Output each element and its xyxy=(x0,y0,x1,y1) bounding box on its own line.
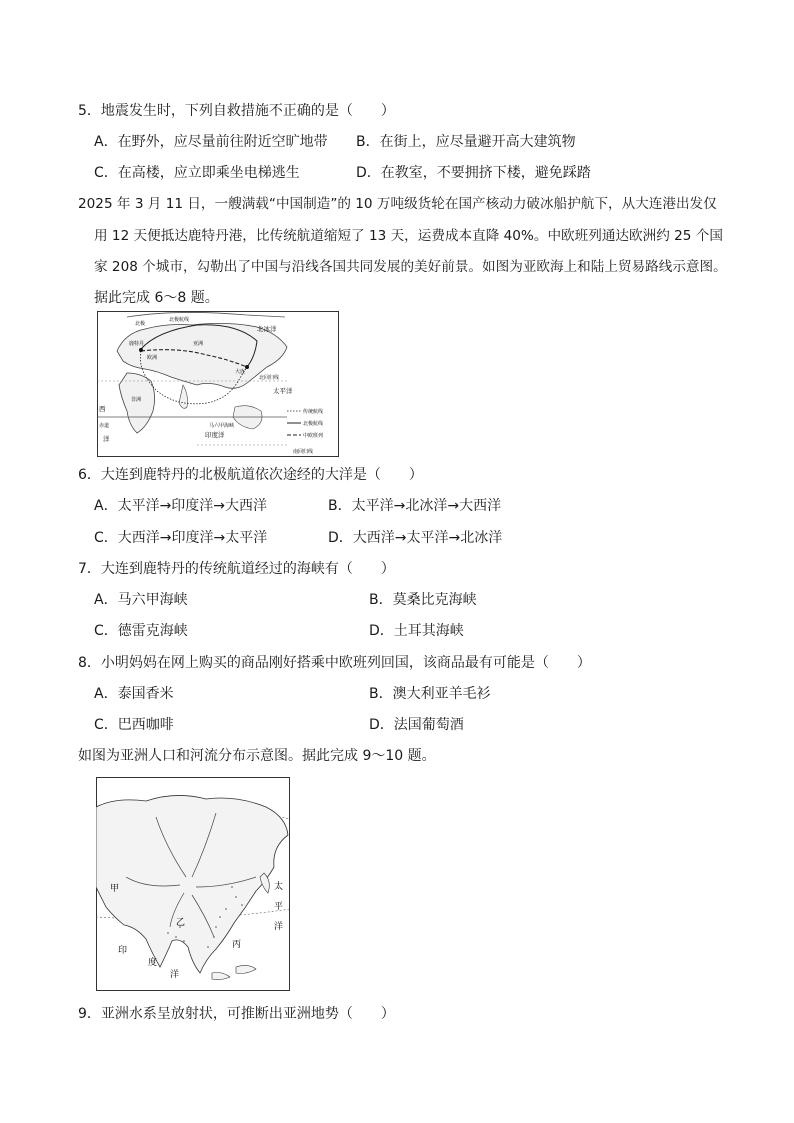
map1-malacca-label: 马六甲海峡 xyxy=(209,423,235,429)
passage1-line-2: 用 12 天便抵达鹿特丹港，比传统航道缩短了 13 天，运费成本直降 40%。中欧班列通达欧洲约 25 个国 xyxy=(94,228,723,244)
map2-label-yin: 印 xyxy=(118,946,128,956)
map2-label-yang: 洋 xyxy=(170,970,180,980)
passage1-line-4: 据此完成 6～8 题。 xyxy=(94,290,219,306)
map1-tropic-cancer-label: 北回归线 xyxy=(259,375,280,381)
map1-rotterdam-label: 鹿特丹 xyxy=(129,341,145,347)
q6-option-a: A．太平洋→印度洋→大西洋 xyxy=(94,498,268,514)
map1-dalian-label: 大连 xyxy=(235,369,246,375)
q6-stem: 6．大连到鹿特丹的北极航道依次途经的大洋是（ ） xyxy=(78,467,423,483)
map2-label-jia: 甲 xyxy=(110,884,120,894)
map1-legend-traditional: 传统航线 xyxy=(303,409,324,415)
q8-option-d: D．法国葡萄酒 xyxy=(369,717,464,733)
map2-label-yang2: 洋 xyxy=(274,922,284,932)
q6-option-b: B．太平洋→北冰洋→大西洋 xyxy=(328,498,502,514)
map1-asia-label: 亚洲 xyxy=(193,341,204,347)
q7-option-a: A．马六甲海峡 xyxy=(94,592,188,608)
map1-ocean-label: 洋 xyxy=(103,435,110,443)
map1-equator-label: 赤道 xyxy=(99,423,110,429)
q6-option-c: C．大西洋→印度洋→太平洋 xyxy=(94,530,268,546)
map2-label-du: 度 xyxy=(148,958,158,968)
q8-option-b: B．澳大利亚羊毛衫 xyxy=(369,686,491,702)
map1-west-label: 西 xyxy=(99,405,106,413)
q8-option-a: A．泰国香米 xyxy=(94,686,174,702)
asia-river-map xyxy=(96,777,290,991)
map1-legend-arctic: 北极航线 xyxy=(303,421,324,427)
map2-label-bing: 丙 xyxy=(232,940,242,950)
q5-option-b: B．在街上，应尽量避开高大建筑物 xyxy=(356,134,576,150)
q5-option-c: C．在高楼，应立即乘坐电梯逃生 xyxy=(94,165,300,181)
map1-arctic-ocean-label: 北冰洋 xyxy=(257,325,277,333)
q9-stem: 9．亚洲水系呈放射状，可推断出亚洲地势（ ） xyxy=(78,1006,395,1022)
map2-label-yi: 乙 xyxy=(176,918,186,928)
map1-pacific-label: 太平洋 xyxy=(273,387,293,395)
map1-indian-ocean-label: 印度洋 xyxy=(205,431,225,439)
q5-option-d: D．在教室，不要拥挤下楼，避免踩踏 xyxy=(356,165,591,181)
passage2-text: 如图为亚洲人口和河流分布示意图。据此完成 9～10 题。 xyxy=(78,748,436,764)
q7-option-d: D．土耳其海峡 xyxy=(369,623,464,639)
trade-route-map xyxy=(97,311,339,457)
map2-label-ping: 平 xyxy=(274,902,284,912)
map1-arctic-route-label: 北极航线 xyxy=(169,317,190,323)
map2-label-tai: 太 xyxy=(274,882,284,892)
q5-option-a: A．在野外，应尽量前往附近空旷地带 xyxy=(94,134,328,150)
q7-option-c: C．德雷克海峡 xyxy=(94,623,188,639)
q7-option-b: B．莫桑比克海峡 xyxy=(369,592,477,608)
map1-legend-rail: 中欧班列 xyxy=(303,433,324,439)
passage1-line-3: 家 208 个城市，勾勒出了中国与沿线各国共同发展的美好前景。如图为亚欧海上和陆上贸易路线示意图。 xyxy=(94,259,727,275)
map1-europe-label: 欧洲 xyxy=(147,355,158,361)
q8-option-c: C．巴西咖啡 xyxy=(94,717,174,733)
q7-stem: 7．大连到鹿特丹的传统航道经过的海峡有（ ） xyxy=(78,561,395,577)
passage1-line-1: 2025 年 3 月 11 日，一艘满载“中国制造”的 10 万吨级货轮在国产核动力破冰船护航下，从大连港出发仅 xyxy=(78,196,717,212)
map1-tropic-capricorn-label: 南回归线 xyxy=(293,449,314,455)
map1-africa-label: 非洲 xyxy=(131,397,142,403)
map1-north-pole-label: 北极 xyxy=(135,321,146,327)
q8-stem: 8．小明妈妈在网上购买的商品刚好搭乘中欧班列回国，该商品最有可能是（ ） xyxy=(78,655,591,671)
q5-stem: 5．地震发生时，下列自救措施不正确的是（ ） xyxy=(78,103,395,119)
q6-option-d: D．大西洋→太平洋→北冰洋 xyxy=(328,530,503,546)
